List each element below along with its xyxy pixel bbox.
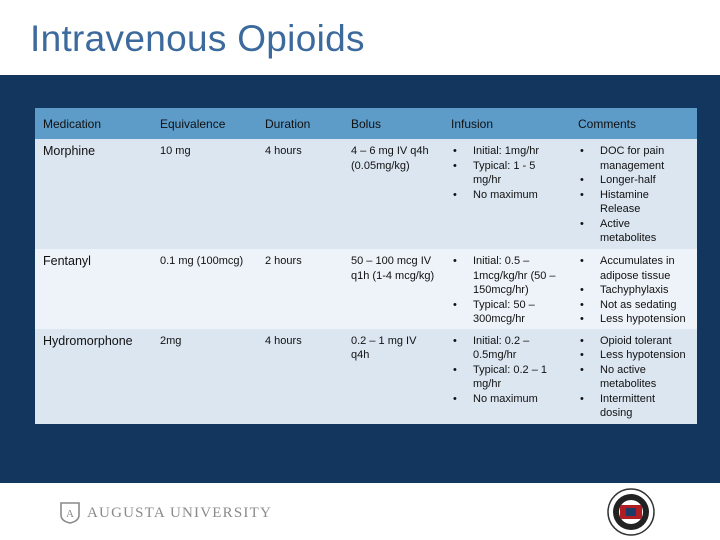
header-bolus: Bolus	[343, 108, 443, 139]
comment-item: • Histamine Release	[578, 188, 689, 217]
infusion-item: • Initial: 0.2 – 0.5mg/hr	[451, 334, 562, 363]
infusion-item: • Typical: 0.2 – 1 mg/hr	[451, 363, 562, 392]
duration-cell: 4 hours	[257, 329, 343, 424]
medication-cell: Morphine	[35, 139, 152, 249]
bolus-cell: 50 – 100 mcg IV q1h (1-4 mcg/kg)	[343, 249, 443, 329]
duration-cell: 4 hours	[257, 139, 343, 249]
infusion-item: • No maximum	[451, 392, 562, 407]
comment-item: • Less hypotension	[578, 312, 689, 327]
equivalence-cell: 0.1 mg (100mcg)	[152, 249, 257, 329]
header-equivalence: Equivalence	[152, 108, 257, 139]
infusion-cell	[443, 139, 570, 249]
header-duration: Duration	[257, 108, 343, 139]
header-medication: Medication	[35, 108, 152, 139]
comments-cell	[570, 249, 697, 329]
comment-item: • Intermittent dosing	[578, 392, 689, 421]
table-row	[35, 139, 697, 249]
comment-item: • Longer-half	[578, 173, 689, 188]
comment-item: • No active metabolites	[578, 363, 689, 392]
header-infusion: Infusion	[443, 108, 570, 139]
augusta-shield-icon	[60, 502, 80, 524]
infusion-item: • No maximum	[451, 188, 562, 203]
infusion-item: • Typical: 1 - 5 mg/hr	[451, 159, 562, 188]
table-row	[35, 329, 697, 424]
bolus-cell: 0.2 – 1 mg IV q4h	[343, 329, 443, 424]
infusion-item: • Initial: 0.5 – 1mcg/kg/hr (50 – 150mcg/hr)	[451, 254, 562, 298]
equivalence-cell: 10 mg	[152, 139, 257, 249]
medication-cell: Fentanyl	[35, 249, 152, 329]
comment-item: • Less hypotension	[578, 348, 689, 363]
university-seal-icon	[607, 488, 655, 536]
logo-letter: A	[66, 508, 74, 520]
bolus-cell: 4 – 6 mg IV q4h (0.05mg/kg)	[343, 139, 443, 249]
comment-item: • Not as sedating	[578, 298, 689, 313]
opioid-table	[35, 108, 697, 424]
header-comments: Comments	[570, 108, 697, 139]
university-name: AUGUSTA UNIVERSITY	[87, 505, 272, 521]
table-row	[35, 249, 697, 329]
infusion-item: • Typical: 50 – 300mcg/hr	[451, 298, 562, 327]
comments-cell	[570, 139, 697, 249]
infusion-item: • Initial: 1mg/hr	[451, 144, 562, 159]
comment-item: • DOC for pain management	[578, 144, 689, 173]
comment-item: • Opioid tolerant	[578, 334, 689, 349]
comments-cell	[570, 329, 697, 424]
duration-cell: 2 hours	[257, 249, 343, 329]
comment-item: • Active metabolites	[578, 217, 689, 246]
infusion-cell	[443, 329, 570, 424]
table-header-row	[35, 108, 697, 139]
medication-cell: Hydromorphone	[35, 329, 152, 424]
comment-item: • Tachyphylaxis	[578, 283, 689, 298]
slide-title: Intravenous Opioids	[30, 18, 365, 59]
comment-item: • Accumulates in adipose tissue	[578, 254, 689, 283]
equivalence-cell: 2mg	[152, 329, 257, 424]
infusion-cell	[443, 249, 570, 329]
